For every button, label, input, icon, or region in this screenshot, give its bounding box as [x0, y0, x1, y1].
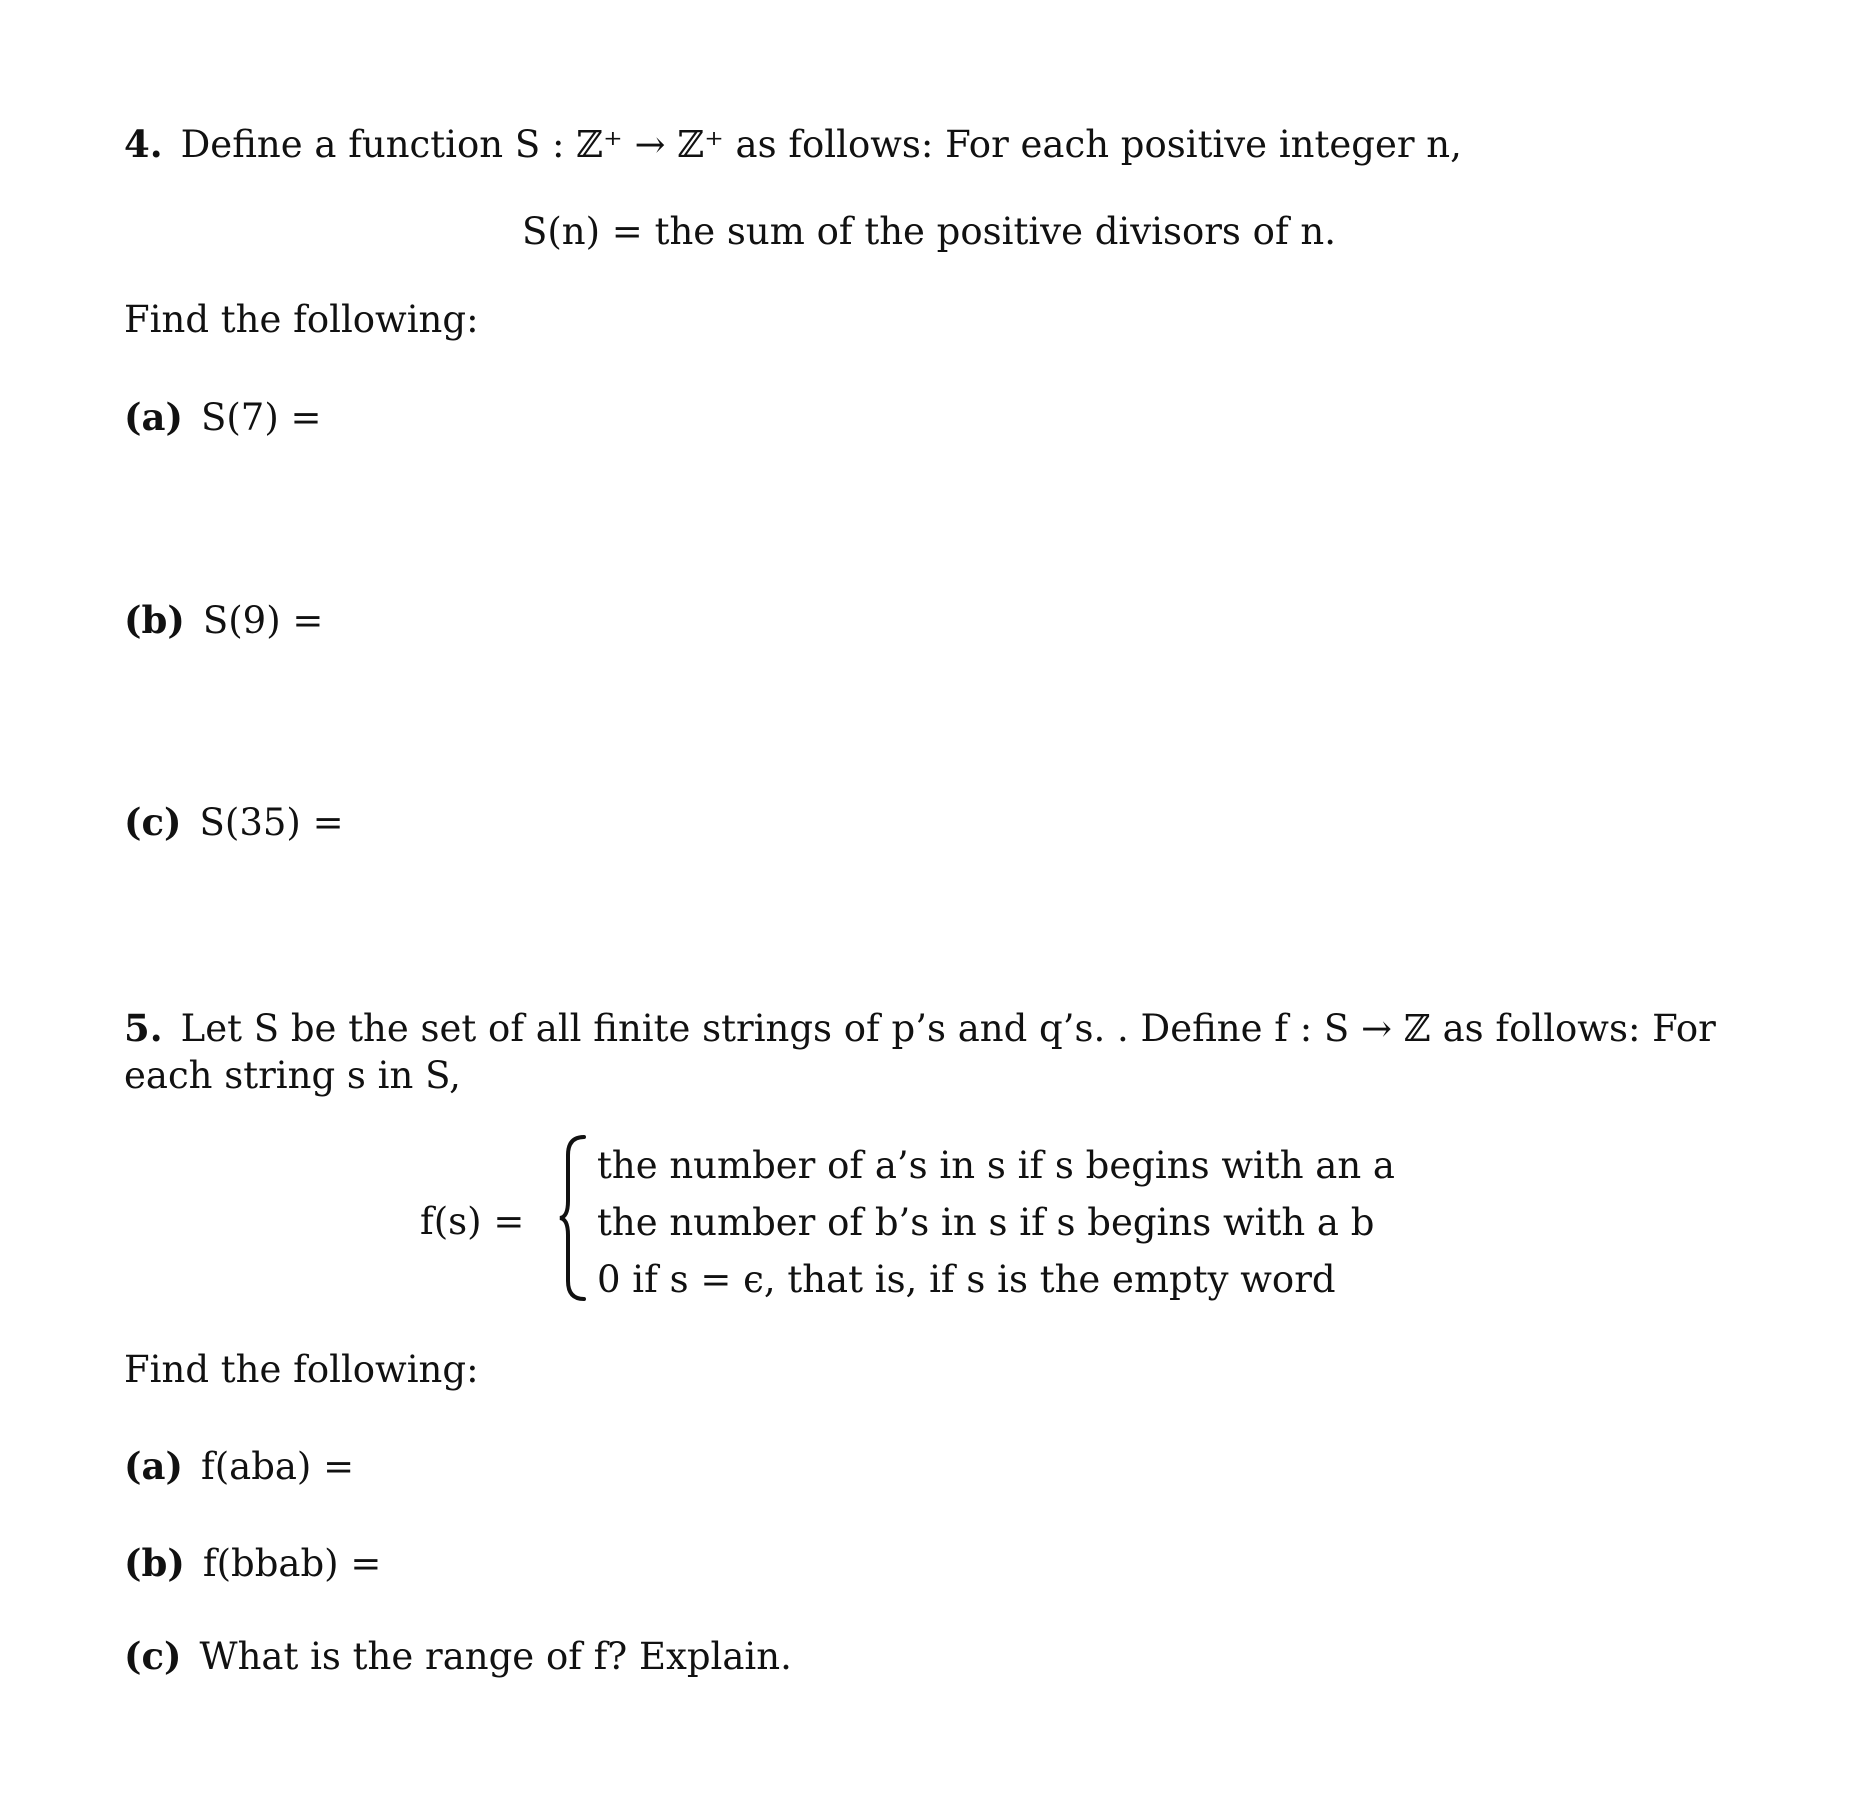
part-expression: f(bbab) =	[202, 1542, 382, 1585]
part-label: (c)	[124, 1634, 182, 1678]
piecewise-case-2: the number of b’s in s if s begins with a b	[597, 1201, 1375, 1244]
part-label: (c)	[124, 800, 182, 844]
piecewise-case-1: the number of a’s in s if s begins with an a	[597, 1144, 1395, 1187]
piecewise-lhs: f(s) =	[420, 1200, 525, 1243]
problem5-number: 5.	[124, 1006, 163, 1050]
part-label: (a)	[124, 395, 183, 439]
problem4-find-heading: Find the following:	[124, 298, 479, 341]
problem5-part-c	[124, 1634, 792, 1679]
problem5-intro-line1	[124, 1006, 1716, 1051]
problem4-part-c	[124, 800, 344, 845]
problem4-definition: S(n) = the sum of the positive divisors of n.	[522, 210, 1336, 253]
problem5-part-a	[124, 1444, 354, 1489]
problem5-part-b	[124, 1541, 381, 1586]
problem4-intro	[124, 122, 1462, 167]
part-expression: S(35) =	[199, 801, 344, 844]
problem4-part-a	[124, 395, 322, 440]
problem4-number: 4.	[124, 122, 163, 166]
problem4-intro-text: Define a function S : ℤ⁺ → ℤ⁺ as follows: For each positive integer n,	[180, 123, 1462, 166]
piecewise-case-3: 0 if s = ϵ, that is, if s is the empty word	[597, 1258, 1336, 1301]
part-expression: S(7) =	[201, 396, 322, 439]
part-expression: f(aba) =	[201, 1445, 355, 1488]
problem4-part-b	[124, 598, 323, 643]
problem5-find-heading: Find the following:	[124, 1348, 479, 1391]
part-label: (a)	[124, 1444, 183, 1488]
part-label: (b)	[124, 598, 185, 642]
left-brace-icon	[558, 1133, 588, 1303]
part-expression: S(9) =	[202, 599, 324, 642]
problem5-intro-line2: each string s in S,	[124, 1054, 461, 1097]
problem5-intro-text: Let S be the set of all finite strings of p’s and q’s. . Define f : S → ℤ as follows: For	[180, 1007, 1716, 1050]
part-expression: What is the range of f? Explain.	[199, 1635, 792, 1678]
part-label: (b)	[124, 1541, 185, 1585]
